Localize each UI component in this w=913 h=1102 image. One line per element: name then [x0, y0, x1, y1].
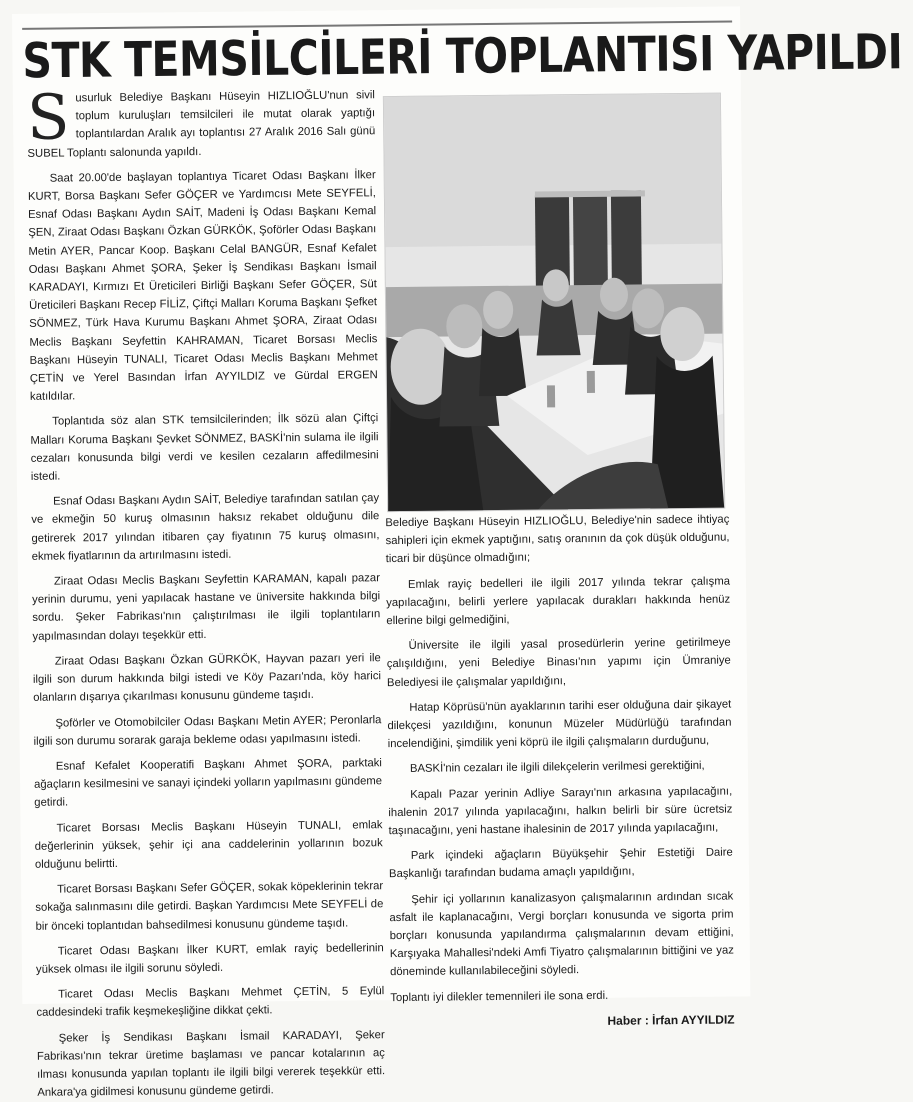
byline: Haber : İrfan AYYILDIZ	[607, 1012, 735, 1028]
paragraph: Toplantıda söz alan STK temsilcilerinden; İlk sözü alan Çiftçi Malları Koruma Başkanı Şevket SÖNMEZ, BASKİ'nin sulama ile ilgili cezaları konusunda bilgi verdi ve kesilen cezaların affedilmesini istedi.	[30, 412, 379, 483]
paragraph: Ticaret Odası Meclis Başkanı Mehmet ÇETİN, 5 Eylül caddesindeki trafik keşmekeşliğine dikkat çekti.	[36, 985, 385, 1020]
paragraph: Ticaret Borsası Meclis Başkanı Hüseyin TUNALI, emlak değerlerinin yüksek, şehir içi ana caddelerinin yollarının bozuk olduğunu belirtti.	[34, 818, 383, 871]
lead-paragraph	[26, 80, 376, 162]
lead-text: usurluk Belediye Başkanı Hüseyin HIZLIOĞLU'nun sivil toplum kuruluşları temsilcileri ile mutat olarak yaptığı toplantılardan Aralık ayı toplantısı 27 Aralık 2016 Salı günü SUBEL Toplantı salonunda yapıldı.	[27, 89, 376, 160]
meeting-photo-illustration	[384, 94, 724, 511]
meeting-photo	[383, 93, 725, 513]
paragraph: Belediye Başkanı Hüseyin HIZLIOĞLU, Belediye'nin sadece ihtiyaç sahipleri için ekmek yaptığını, satış oranının da çok düşük olduğunu, ticari bir düşünce olmadığını;	[385, 513, 730, 566]
paragraph: Şeker İş Sendikası Başkanı İsmail KARADAYI, Şeker Fabrikası'nın tekrar üretime başlaması ve pancar kotalarının aç ılması konusunda yapılan toplantı ile ilgili bilgi vererek teşekkür etti. Ankara'ya gidilmesi konusunu gündeme getirdi.	[36, 1028, 386, 1099]
paragraph: Üniversite ile ilgili yasal prosedürlerin yerine getirilmeye çalışıldığını, yeni Belediye Binası'nın yapımı için Ümraniye Belediyesi ile çalışmalar yapıldığını,	[386, 636, 731, 689]
paragraph: Ticaret Borsası Başkanı Sefer GÖÇER, sokak köpeklerinin tekrar sokağa salınmasını dile getirdi. Başkan Yardımcısı Mete SEYFELİ de bir önceki toplantıdan bahsedilmesi konusunu gündeme taşıdı.	[35, 880, 384, 933]
paragraph: Esnaf Kefalet Kooperatifi Başkanı Ahmet ŞORA, parktaki ağaçların kesilmesini ve sanayi içindeki yolların yapılmasını gündeme getirdi.	[34, 757, 383, 810]
paragraph: Şehir içi yollarının kanalizasyon çalışmalarının ardından sıcak asfalt ile kaplanacağını, Vergi borçları konusunda ve sigorta prim borçları konusunda yapılandırma çalışmalarının devam ettiğini, Karşıyaka Mahallesi'ndeki Amfi Tiyatro çalışmalarının bittiğini ve yaz döneminde kullanılabileceğini söyledi.	[389, 890, 734, 979]
paragraph: BASKİ'nin cezaları ile ilgili dilekçelerin verilmesi gerektiğini,	[409, 760, 705, 776]
paragraph: Esnaf Odası Başkanı Aydın SAİT, Belediye tarafından satılan çay ve ekmeğin 50 kuruş olmasının haksız rekabet olduğunu dile getirerek 2017 yılından itibaren çay fiyatının 75 kuruş olmasını, ekmek fiyatlarının da artırılmasını istedi.	[31, 492, 380, 563]
paragraph: Ziraat Odası Meclis Başkanı Seyfettin KARAMAN, kapalı pazar yerinin durumu, yeni yapılacak hastane ve üniversite hakkında bilgi sordu. Şeker Fabrikası'nın çalıştırılması ile ilgili toplantıların yapılmasından dolayı teşekkür etti.	[32, 572, 381, 643]
paragraph: Saat 20.00'de başlayan toplantıya Ticaret Odası Başkanı İlker KURT, Borsa Başkanı Sefer GÖÇER ve Yardımcısı Mete SEYFELİ, Esnaf Odası Başkanı Aydın SAİT, Madeni İş Odası Başkanı Kemal ŞEN, Ziraat Odası Başkanı Özkan GÜRKÖK, Şoförler Odası Başkanı Metin AYER, Pancar Koop. Başkanı Celal BANGÜR, Esnaf Kefalet Odası Başkanı Ahmet ŞORA, Şeker İş Sendikası Başkanı İsmail KARADAYI, Kırmızı Et Üreticileri Birliği Başkanı Sefer GÖÇER, Süt Üreticileri Başkanı Recep FİLİZ, Çiftçi Malları Koruma Başkanı Şefket SÖNMEZ, Türk Hava Kurumu Başkanı Ahmet ŞORA, Ziraat Odası Meclis Başkanı Seyfettin KAHRAMAN, Ticaret Borsası Meclis Başkanı Hüseyin TUNALI, Ticaret Odası Meclis Başkanı Mehmet ÇETİN ve Yerel Basından İrfan AYYILDIZ ve Gürdal ERGEN katıldılar.	[27, 169, 378, 404]
right-column	[385, 511, 735, 1028]
drop-cap: S	[26, 80, 70, 154]
paragraph: Hatap Köprüsü'nün ayaklarının tarihi eser olduğuna dair şikayet dilekçesi yazıldığını, konunun Müzeler Müdürlüğü tarafından incelendiğini, şimdilik yeni köprü ile ilgili çalışmaların durduğunu,	[387, 698, 732, 751]
paragraph: Park içindeki ağaçların Büyükşehir Şehir Estetiği Daire Başkanlığı tarafından budama amaçlı yapıldığını,	[388, 846, 733, 881]
paragraph: Kapalı Pazar yerinin Adliye Sarayı'nın arkasına yapılacağını, ihalenin 2017 yılında yapılacağını, halkın belirli bir süre ücretsiz taşınacağını, yeni hastane ihalesinin de 2017 yılında yapılacağını,	[388, 785, 733, 838]
paragraph: Ticaret Odası Başkanı İlker KURT, emlak rayiç bedellerinin yüksek olması ile ilgili sorunu söyledi.	[35, 941, 384, 976]
newspaper-page	[12, 6, 903, 1099]
closing-paragraph: Toplantı iyi dilekler temennileri ile sona erdi.	[390, 989, 609, 1004]
paragraph: Ziraat Odası Başkanı Özkan GÜRKÖK, Hayvan pazarı yeri ile ilgili son durum hakkında bilgi istedi ve Köy Pazarı'nda, köy harici olanların dışarıya çıkarılması konusunu gündeme taşıdı.	[32, 652, 382, 705]
left-column	[26, 80, 386, 1099]
paragraph: Emlak rayiç bedelleri ile ilgili 2017 yılında tekrar çalışma yapılacağını, belirli yerlere yapılacak durakları hakkında henüz ellerine bilgi gelmediğini,	[386, 575, 731, 628]
paragraph: Şoförler ve Otomobilciler Odası Başkanı Metin AYER; Peronlarla ilgili son durumu sorarak garaja bekleme odası yapılmasını istedi.	[33, 713, 382, 748]
headline: STK TEMSİLCİLERİ TOPLANTISI YAPILDI	[22, 23, 903, 90]
